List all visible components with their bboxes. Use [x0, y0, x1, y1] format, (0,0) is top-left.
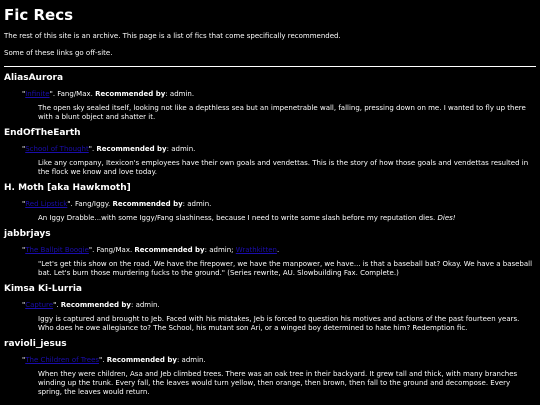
rec-label: Recommended by: [95, 90, 166, 98]
fic-entry: "Capture". Recommended by: admin.: [22, 301, 160, 309]
rec-label: Recommended by: [60, 301, 131, 309]
fic-description: The open sky sealed itself, looking not like a depthless sea but an impenetrable wall, falling, pressing down on me. I wanted to fly up there with a blunt object and shatter it.: [38, 104, 526, 121]
fic-link[interactable]: Capture: [25, 301, 54, 309]
rec-by: admin.: [171, 145, 196, 153]
fic-pairing: . Fang/Iggy.: [70, 200, 113, 208]
fic-link[interactable]: Infinite: [25, 90, 50, 98]
fic-link[interactable]: School of Thought: [25, 145, 89, 153]
fic-link[interactable]: The Ballpit Boogie: [25, 246, 89, 254]
intro-text: The rest of this site is an archive. This page is a list of fics that come specifically recommended.: [4, 32, 341, 40]
rec-label: Recommended by: [96, 145, 167, 153]
author-name: EndOfTheEarth: [4, 128, 81, 138]
divider: [4, 66, 536, 67]
offsite-note: Some of these links go off-site.: [4, 49, 113, 57]
rec-label: Recommended by: [106, 356, 177, 364]
fic-pairing: . Fang/Max.: [52, 90, 96, 98]
page-title: Fic Recs: [4, 6, 74, 24]
fic-entry: "Infinite". Fang/Max. Recommended by: admin.: [22, 90, 195, 98]
fic-entry: "The Ballpit Boogie". Fang/Max. Recommended by: admin; Wrathkitten.: [22, 246, 280, 254]
author-name: Kimsa Ki-Lurria: [4, 284, 82, 294]
author-name: AliasAurora: [4, 73, 64, 83]
fic-pairing: .: [56, 301, 61, 309]
author-section: [4, 284, 536, 333]
fic-description: When they were children, Asa and Jeb climbed trees. There was an oak tree in their backyard. It grew tall and thick, with many branches winding up the trunk. Every fall, the leaves would turn yellow, then orange, then brown, then fall to the ground and decompose. Every spring, the leaves would return.: [38, 370, 518, 396]
fic-entry: "School of Thought". Recommended by: admin.: [22, 145, 196, 153]
fic-pairing: .: [91, 145, 97, 153]
fic-description: An Iggy Drabble...with some Iggy/Fang slashiness, because I need to write some slash before my reputation dies. Dies!: [38, 214, 456, 222]
description-emphasis: Dies!: [437, 214, 456, 222]
author-section: [4, 229, 536, 278]
rec-by: admin.: [169, 90, 195, 98]
fic-entry: "The Children of Trees". Recommended by: admin.: [22, 356, 206, 364]
fic-description: Like any company, Itexicon's employees have their own goals and vendettas. This is the story of how those goals and vendettas resulted in the flock we know and love today.: [38, 159, 529, 176]
recommender-link[interactable]: Wrathkitten: [235, 246, 277, 254]
rec-by: admin.: [135, 301, 160, 309]
rec-by: admin;: [209, 246, 236, 254]
fic-link[interactable]: Red Lipstick: [25, 200, 68, 208]
fic-description: Iggy is captured and brought to Jeb. Faced with his mistakes, Jeb is forced to question his motives and actions of the past fourteen years. Who does he owe allegiance to? The School, his mutant son Ari, or a winged boy determined to hate him? Redemption fic.: [38, 315, 520, 332]
fic-link[interactable]: The Children of Trees: [25, 356, 100, 364]
author-section: [4, 73, 536, 122]
author-section: [4, 183, 536, 223]
author-section: [4, 128, 536, 177]
rec-by: admin.: [187, 200, 212, 208]
fic-entry: "Red Lipstick". Fang/Iggy. Recommended by: admin.: [22, 200, 212, 208]
rec-by: admin.: [181, 356, 206, 364]
author-section: [4, 339, 536, 397]
author-name: H. Moth [aka Hawkmoth]: [4, 183, 131, 193]
fic-pairing: .: [102, 356, 107, 364]
rec-label: Recommended by: [112, 200, 183, 208]
rec-label: Recommended by: [134, 246, 205, 254]
author-name: jabbrjays: [4, 229, 51, 239]
fic-description: "Let's get this show on the road. We have the firepower, we have the manpower, we have... is that a baseball bat? Okay. We have a baseball bat. Let's burn those murdering fucks to the ground." (Series rewrite, AU. Slowbuilding Fax. Complete.): [38, 260, 533, 277]
fic-pairing: . Fang/Max.: [92, 246, 135, 254]
author-name: ravioli_jesus: [4, 339, 67, 349]
